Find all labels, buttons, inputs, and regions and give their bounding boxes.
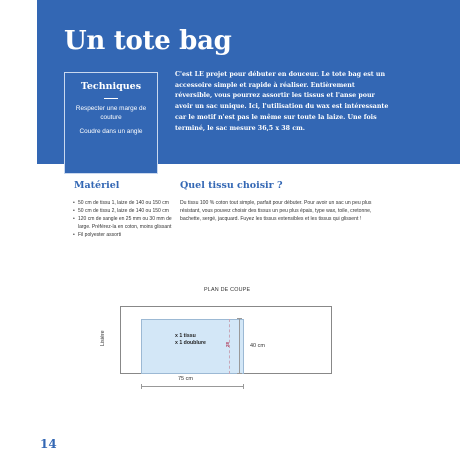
dimension-tick [243, 384, 244, 389]
cut-piece-label [175, 333, 206, 347]
height-dimension-line [239, 319, 240, 374]
height-dimension-label: 40 cm [250, 343, 265, 349]
dimension-tick [141, 384, 142, 389]
list-item: • 120 cm de sangle en 25 mm ou 30 mm de large. Préférez-la en coton, moins glissant [73, 215, 173, 231]
cut-line-fabric: x 1 tissu [175, 333, 196, 339]
width-dimension-line [141, 386, 244, 387]
dimension-tick [237, 318, 242, 319]
page-title: Un tote bag [64, 26, 232, 56]
fabric-choice-text: Du tissu 100 % coton tout simple, parfait pour débuter. Pour avoir un sac un peu plus résistant, vous pouvez choisir des tissus un peu plus épais, type wax, toile, cretonne, bachette, sergé, jacquard. Fuyez les tissus extensibles et les tissus qui glissent ! [180, 200, 372, 222]
techniques-title: Techniques [80, 81, 142, 92]
technique-item: Respecter une marge de couture [75, 105, 147, 121]
technique-item: Coudre dans un angle [79, 128, 143, 136]
fold-band [229, 319, 244, 374]
selvage-label: Lisière [100, 330, 106, 346]
list-item: • Fil polyester assorti [73, 231, 173, 239]
cut-line-lining: x 1 doublure [175, 340, 206, 346]
fold-mark-label: 28 [225, 342, 230, 347]
intro-paragraph: C'est LE projet pour débuter en douceur. Le tote bag est un accessoire simple et rapide à réaliser. Entièrement réversible, vous pourrez assortir les tissus et l'anse pour avoir un sac unique. Ici, l'utilisation du wax est intéressante car le motif n'est pas le même sur toute la laize. Une fois terminé, le sac mesure 36,5 x 38 cm. [175, 71, 389, 132]
list-item: • 50 cm de tissu 1, laize de 140 ou 150 cm [73, 199, 173, 207]
techniques-box [64, 72, 158, 174]
list-item: • 50 cm de tissu 2, laize de 140 ou 150 cm [73, 207, 173, 215]
materiel-heading: Matériel [74, 180, 120, 191]
dimension-tick [237, 373, 242, 374]
cutting-plan-label: PLAN DE COUPE [204, 287, 251, 293]
fabric-choice-heading: Quel tissu choisir ? [180, 180, 283, 191]
width-dimension-label: 75 cm [178, 376, 193, 382]
materiel-list [73, 199, 173, 239]
techniques-divider [104, 98, 118, 99]
page-number: 14 [40, 437, 57, 451]
